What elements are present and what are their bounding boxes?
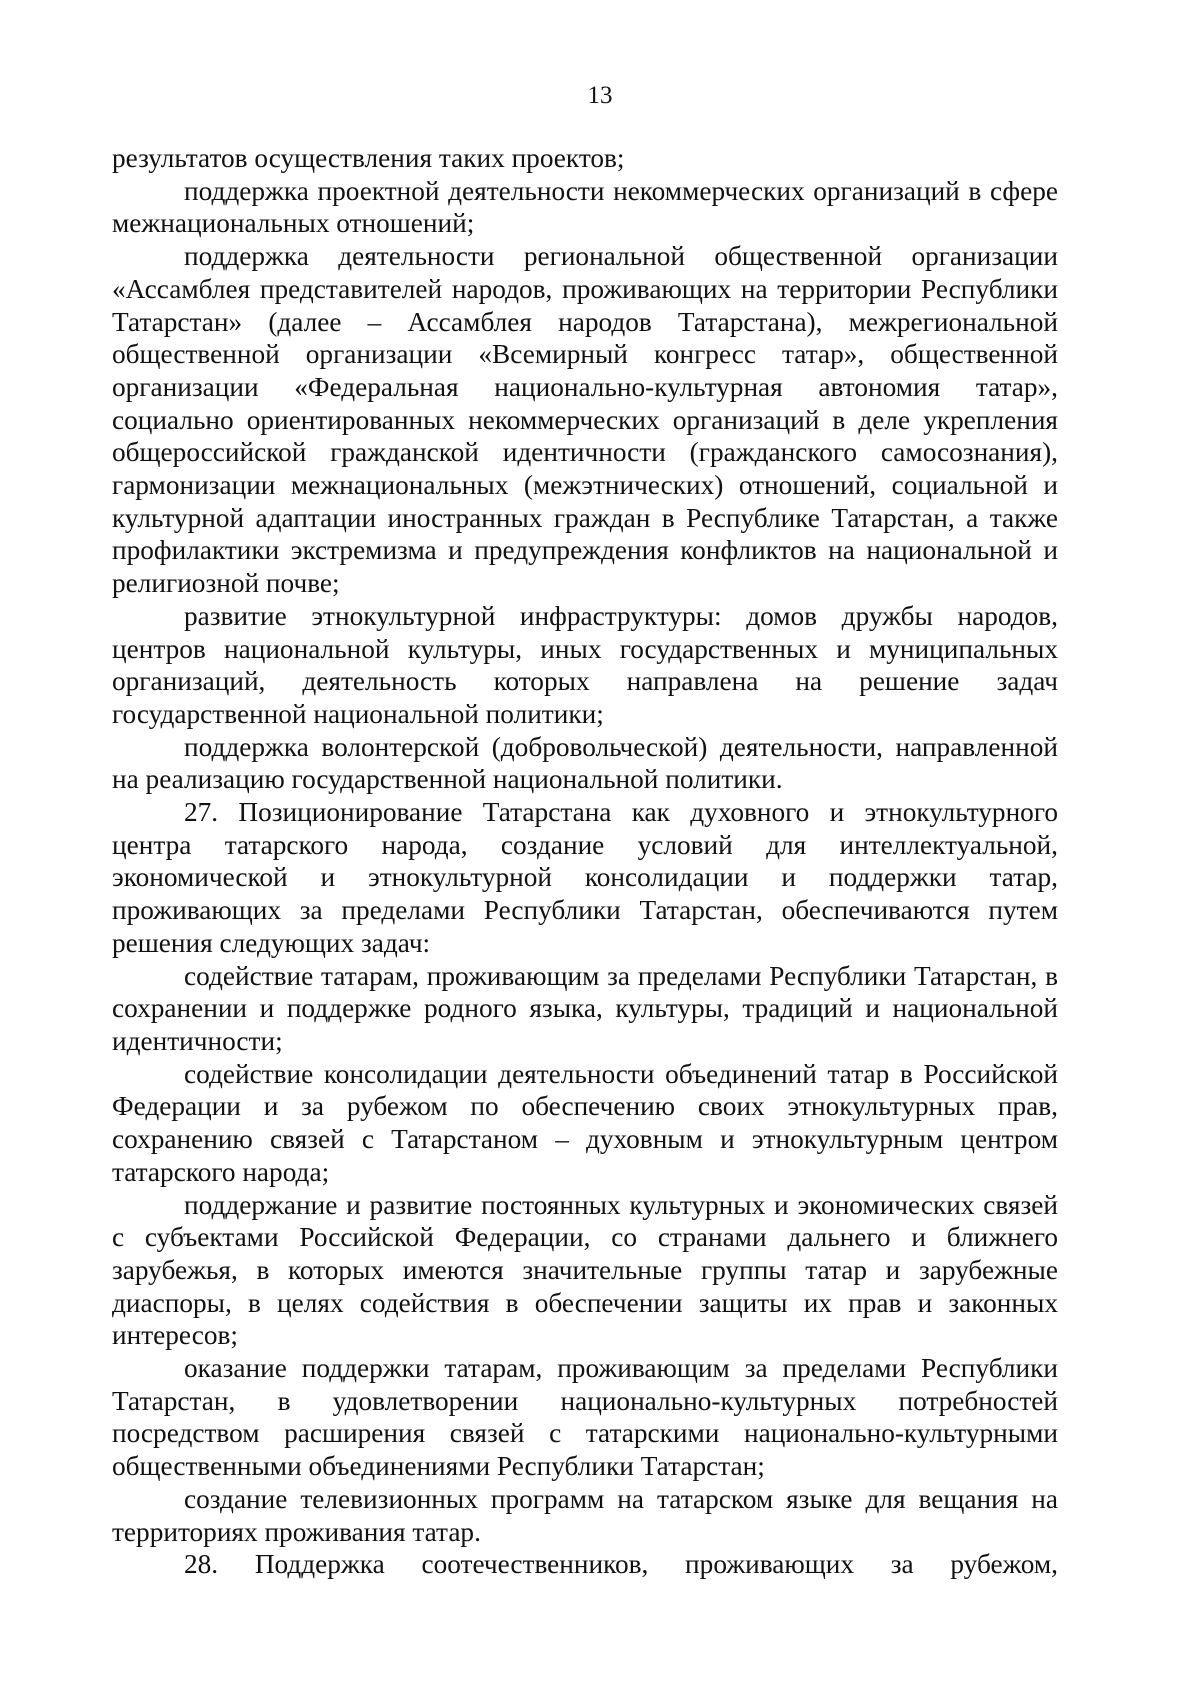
paragraph-3: поддержка деятельности региональной общественной организации «Ассамблея представителей народов, проживающих на территории Республики Татарстан» (далее – Ассамблея народов Татарстана), межрегиональной общественной организации «Всемирный конгресс татар», общественной организации «Федеральная национально-культурная автономия татар», социально ориентированных некоммерческих организаций в деле укрепления общероссийской гражданской идентичности (гражданского самосознания), гармонизации межнациональных (межэтнических) отношений, социальной и культурной адаптации иностранных граждан в Республике Татарстан, а также профилактики экстремизма и предупреждения конфликтов на национальной и религиозной почве;	[112, 241, 1058, 599]
paragraph-2: поддержка проектной деятельности некоммерческих организаций в сфере межнациональных отношений;	[112, 175, 1058, 239]
paragraph-6: 27. Позиционирование Татарстана как духовного и этнокультурного центра татарского народа, создание условий для интеллектуальной, экономической и этнокультурной консолидации и поддержки татар, проживающих за пределами Республики Татарстан, обеспечиваются путем решения следующих задач:	[112, 797, 1058, 958]
paragraph-4: развитие этнокультурной инфраструктуры: домов дружбы народов, центров национальной культуры, иных государственных и муниципальных организаций, деятельность которых направлена на решение задач государственной национальной политики;	[112, 600, 1058, 729]
document-body	[112, 142, 1058, 1581]
paragraph-1: результатов осуществления таких проектов;	[112, 143, 625, 173]
paragraph-11: создание телевизионных программ на татарском языке для вещания на территориях проживания татар.	[112, 1483, 1058, 1547]
paragraph-9: поддержание и развитие постоянных культурных и экономических связей с субъектами Российской Федерации, со странами дальнего и ближнего зарубежья, в которых имеются значительные группы татар и зарубежные диаспоры, в целях содействия в обеспечении защиты их прав и законных интересов;	[112, 1189, 1058, 1351]
paragraph-12: 28. Поддержка соотечественников, проживающих за рубежом,	[184, 1549, 1058, 1580]
paragraph-8: содействие консолидации деятельности объединений татар в Российской Федерации и за рубежом по обеспечению своих этнокультурных прав, сохранению связей с Татарстаном – духовным и этнокультурным центром татарского народа;	[112, 1058, 1058, 1187]
paragraph-5: поддержка волонтерской (добровольческой) деятельности, направленной на реализацию государственной национальной политики.	[112, 731, 1058, 795]
paragraph-10: оказание поддержки татарам, проживающим за пределами Республики Татарстан, в удовлетворении национально-культурных потребностей посредством расширения связей с татарскими национально-культурными общественными объединениями Республики Татарстан;	[112, 1353, 1058, 1482]
page-number: 13	[587, 82, 613, 109]
paragraph-7: содействие татарам, проживающим за пределами Республики Татарстан, в сохранении и поддержке родного языка, культуры, традиций и национальной идентичности;	[112, 960, 1058, 1056]
